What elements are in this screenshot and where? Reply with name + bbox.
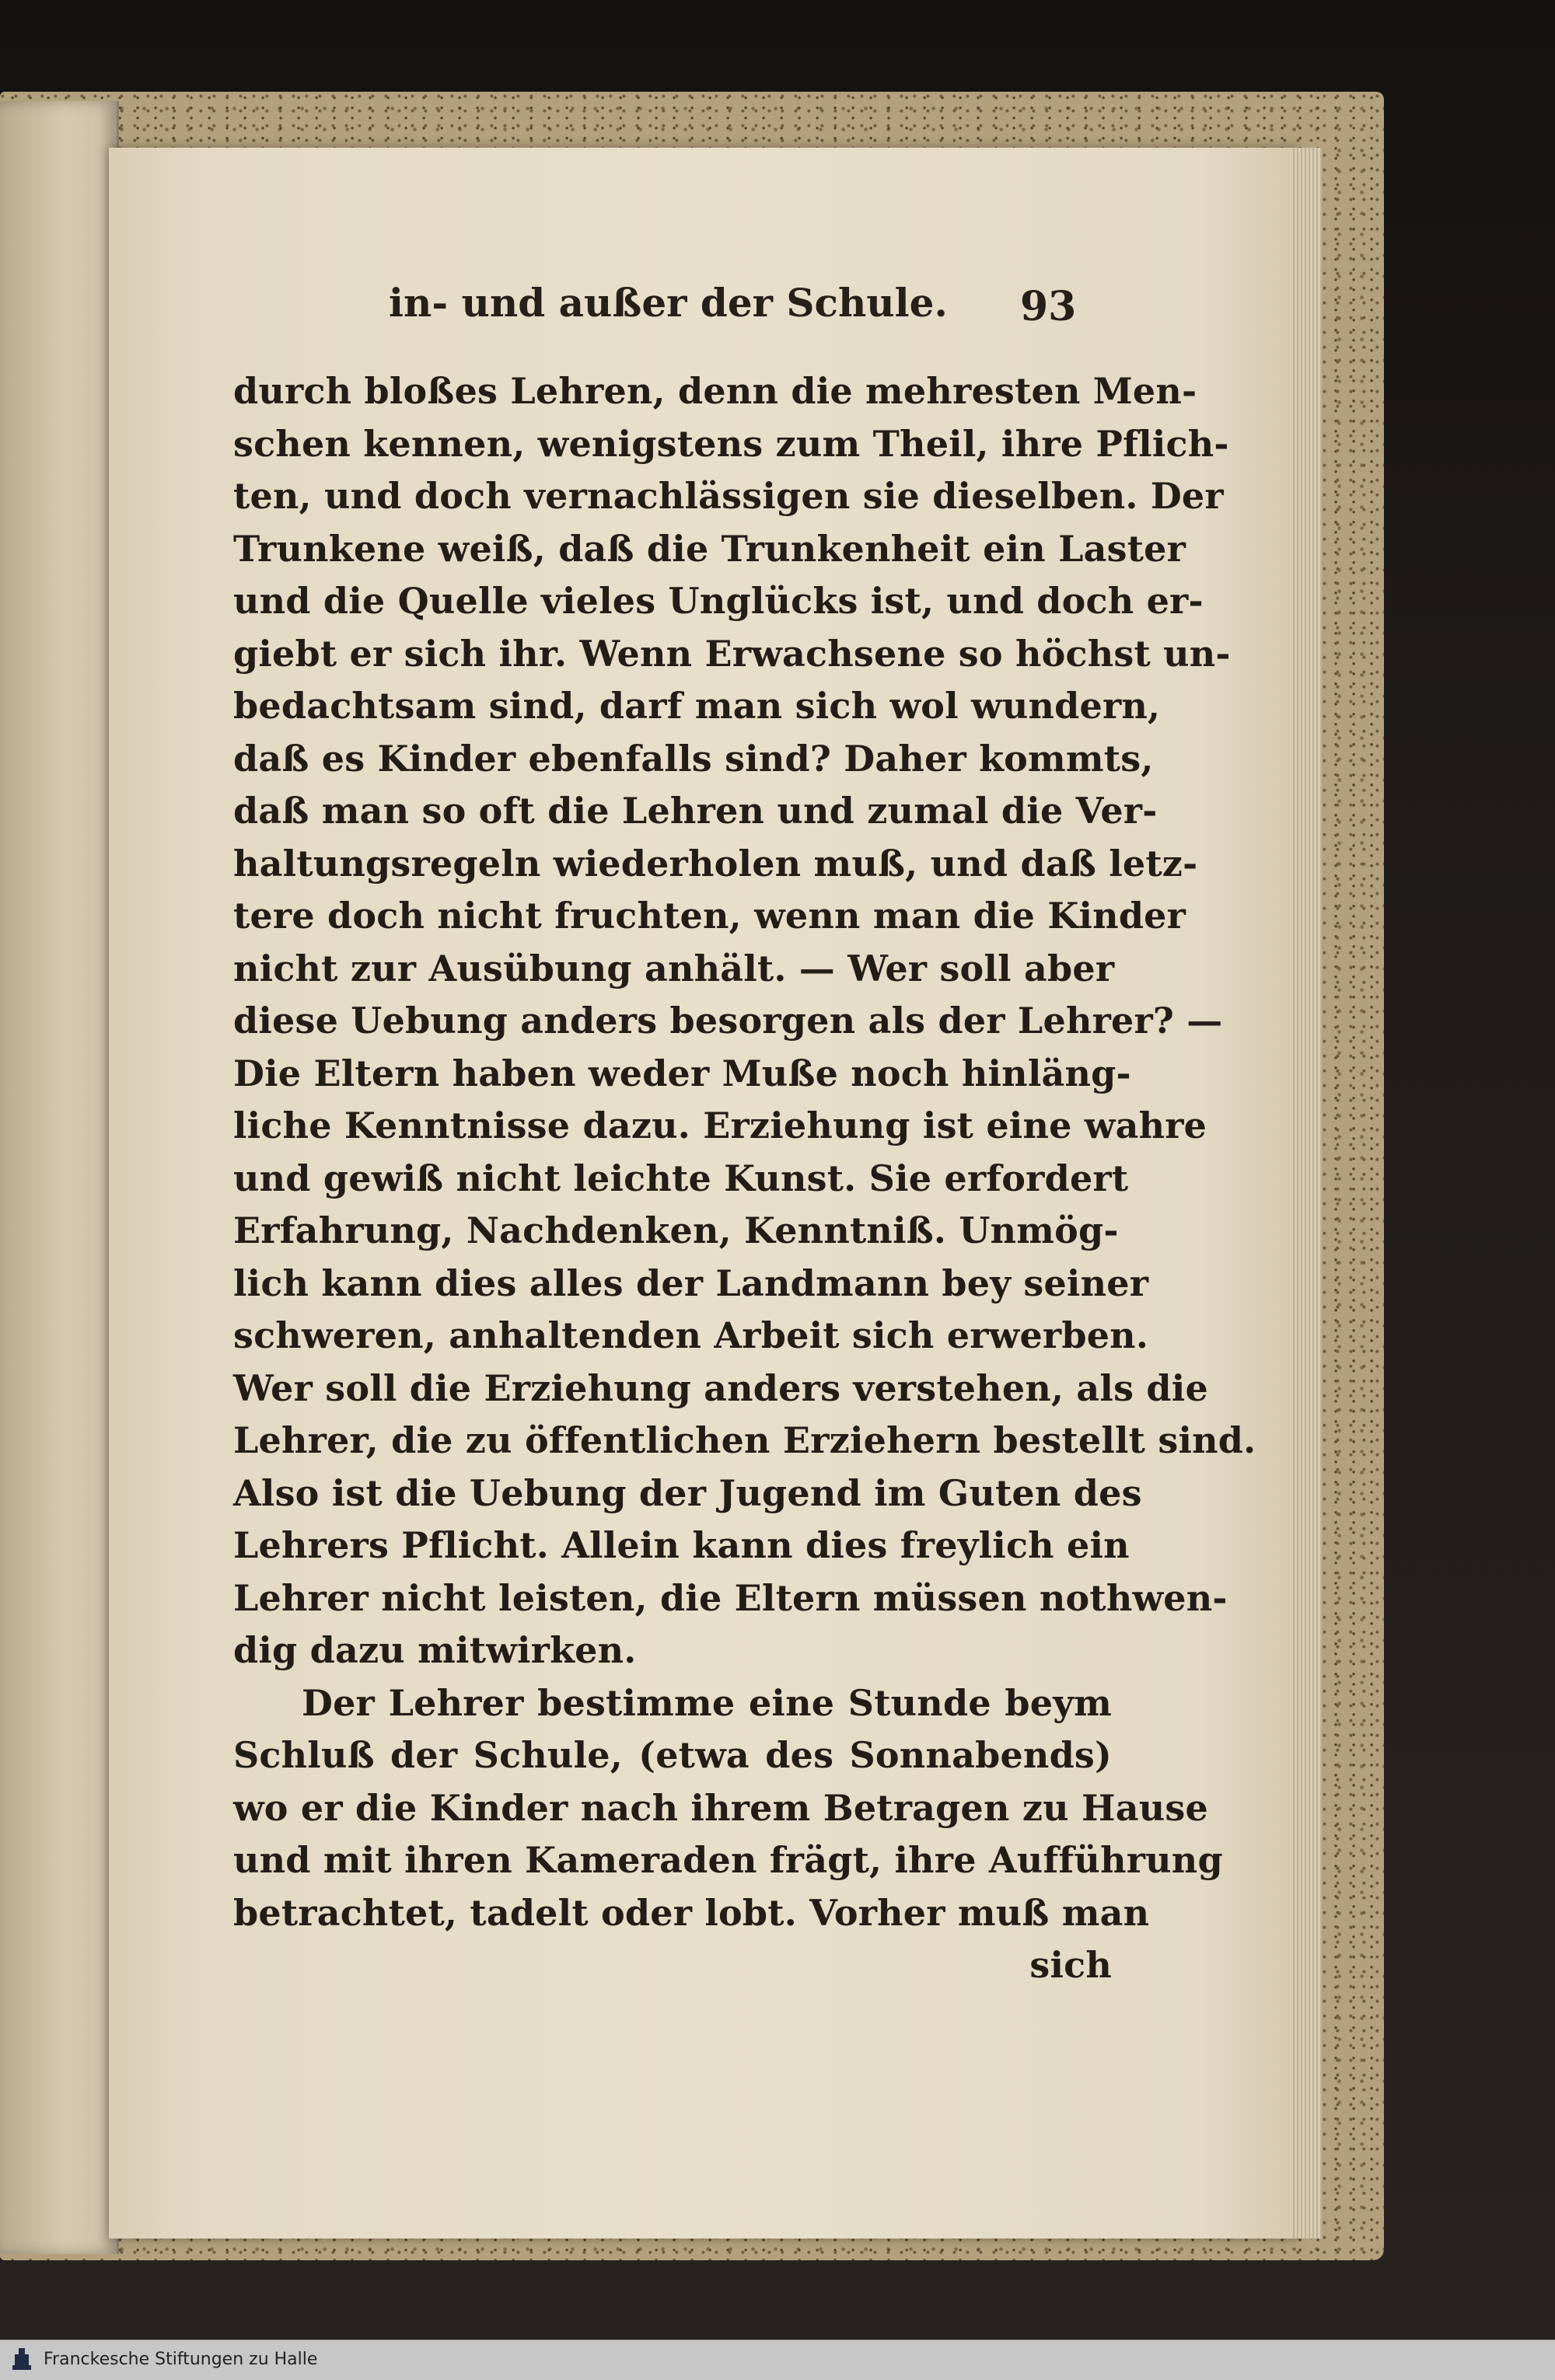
body-text [233, 365, 1256, 1992]
text-line: betrachtet, tadelt oder lobt. Vorher muß man [233, 1891, 1150, 1934]
text-line: Lehrers Pflicht. Allein kann dies freylich ein [233, 1524, 1130, 1566]
text-line: nicht zur Ausübung anhält. — Wer soll aber [233, 947, 1115, 989]
previous-page-edge [0, 101, 119, 2254]
paragraph-start-line: Der Lehrer bestimme eine Stunde beym [302, 1681, 1112, 1724]
text-line: Schluß der Schule, (etwa des Sonnabends) [233, 1734, 1112, 1776]
text-line: bedachtsam sind, darf man sich wol wundern, [233, 685, 1161, 727]
text-line: schweren, anhaltenden Arbeit sich erwerben. [233, 1314, 1149, 1356]
text-line: und gewiß nicht leichte Kunst. Sie erfordert [233, 1157, 1129, 1199]
text-line: giebt er sich ihr. Wenn Erwachsene so höchst un- [233, 632, 1231, 675]
text-line: Wer soll die Erziehung anders verstehen, als die [233, 1366, 1208, 1409]
text-line: Lehrer, die zu öffentlichen Erziehern bestellt sind. [233, 1419, 1256, 1461]
text-line: und die Quelle vieles Unglücks ist, und doch er- [233, 580, 1204, 622]
text-line: durch bloßes Lehren, denn die mehresten Men- [233, 370, 1197, 412]
text-line: schen kennen, wenigstens zum Theil, ihre Pflich- [233, 422, 1229, 465]
text-line: Die Eltern haben weder Muße noch hinläng- [233, 1052, 1131, 1094]
text-line: Erfahrung, Nachdenken, Kenntniß. Unmög- [233, 1209, 1119, 1251]
institution-logo-icon [11, 2347, 33, 2373]
paragraph-end-line: dig dazu mitwirken. [233, 1629, 637, 1671]
text-line: daß es Kinder ebenfalls sind? Daher kommts, [233, 737, 1154, 780]
page-edges [1291, 148, 1322, 2239]
page-number: 93 [1020, 283, 1077, 330]
text-line: haltungsregeln wiederholen muß, und daß letz- [233, 842, 1198, 885]
text-line: liche Kenntnisse dazu. Erziehung ist eine wahre [233, 1105, 1207, 1146]
text-line: Also ist die Uebung der Jugend im Guten des [233, 1471, 1142, 1514]
text-line: und mit ihren Kameraden frägt, ihre Aufführung [233, 1839, 1223, 1881]
text-line: wo er die Kinder nach ihrem Betragen zu Hause [233, 1786, 1208, 1829]
text-line: ten, und doch vernachlässigen sie dieselben. Der [233, 475, 1224, 517]
text-line: Trunkene weiß, daß die Trunkenheit ein Laster [233, 527, 1186, 570]
text-line: tere doch nicht fruchten, wenn man die Kinder [233, 895, 1186, 937]
running-title: in- und außer der Schule. [389, 280, 948, 326]
text-line: lich kann dies alles der Landmann bey seiner [233, 1262, 1149, 1304]
viewer-footer [0, 2340, 1555, 2380]
running-header [389, 280, 1088, 334]
text-line: diese Uebung anders besorgen als der Lehrer? — [233, 1000, 1223, 1042]
footer-credit: Franckesche Stiftungen zu Halle [44, 2350, 318, 2369]
catchword: sich [1029, 1944, 1112, 1986]
text-line: Lehrer nicht leisten, die Eltern müssen nothwen- [233, 1576, 1228, 1619]
text-line: daß man so oft die Lehren und zumal die Ver- [233, 790, 1158, 832]
